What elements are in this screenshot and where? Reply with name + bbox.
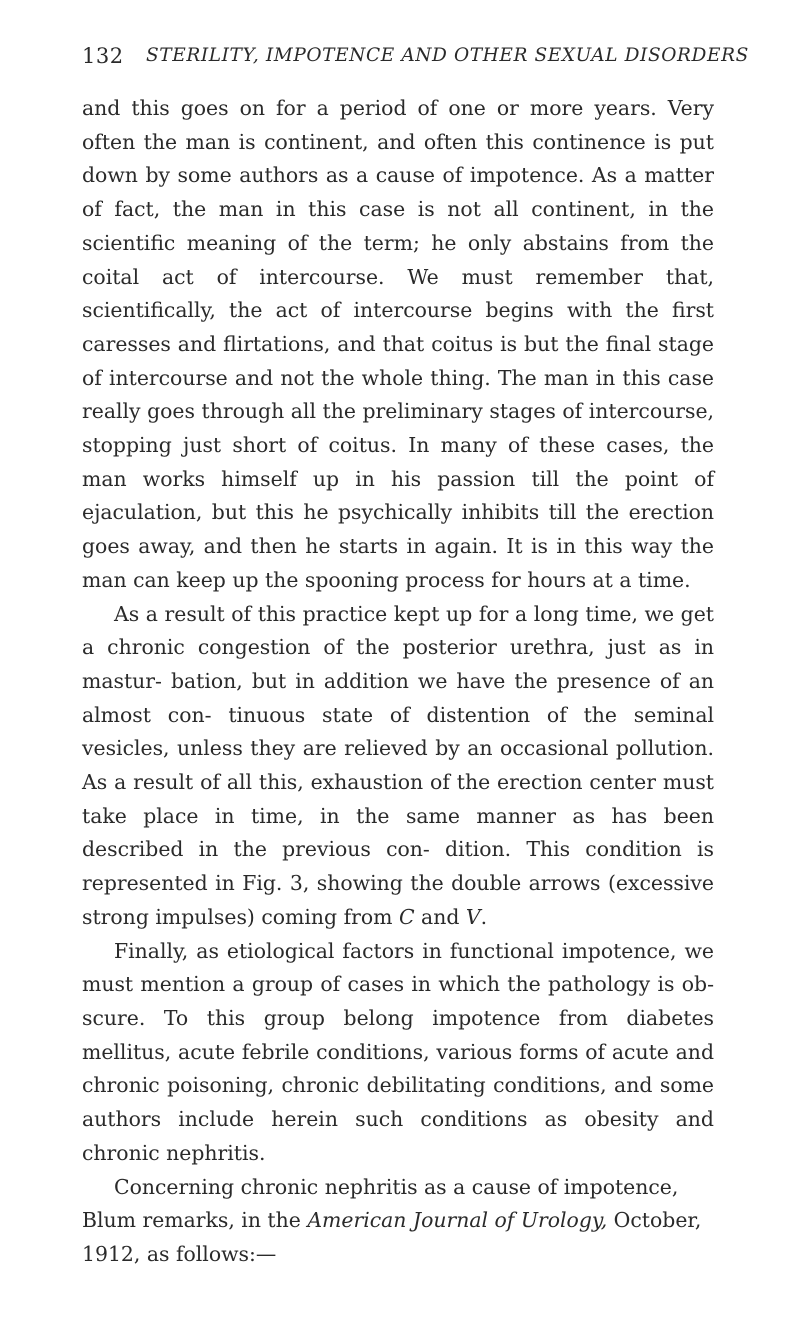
page-number: 132 — [82, 44, 124, 68]
paragraph-2-italic-v: V — [465, 904, 481, 929]
paragraph-3-text: Finally, as etiological factors in functional impotence, we must mention a group of cases in which the pathology is ob- scure. To this group belong impotence from diabetes mellitus, acute febrile conditions, various forms of acute and chronic poisoning, chronic debilitating conditions, and some authors include herein such conditions as obesity and chronic nephritis. — [82, 938, 714, 1165]
paragraph-4 — [82, 1171, 714, 1272]
page-header — [82, 44, 749, 80]
paragraph-2-text-before: As a result of this practice kept up for a long time, we get a chronic congestion of the posterior urethra, just as in mastur- bation, but in addition we have the presence of an almost con- tinuous state of distention of the seminal vesicles, unless they are relieved by an occasional pollution. As a result of all this, exhaustion of the erection center must take place in time, in the same manner as has been described in the previous con- dition. This condition is represented in Fig. 3, showing the double arrows (excessive strong impulses) coming from — [82, 601, 714, 929]
paragraph-4-text-before: Concerning chronic nephritis as a cause of impotence, Blum remarks, in the — [82, 1174, 679, 1233]
paragraph-2-italic-c: C — [398, 904, 415, 929]
paragraph-3 — [82, 935, 714, 1171]
paragraph-1-text: and this goes on for a period of one or more years. Very often the man is continent, and often this continence is put down by some authors as a cause of impotence. As a matter of fact, the man in this case is not all continent, in the scientific meaning of the term; he only abstains from the coital act of intercourse. We must remember that, scientifically, the act of intercourse begins with the first caresses and flirtations, and that coitus is but the final stage of intercourse and not the whole thing. The man in this case really goes through all the preliminary stages of intercourse, stopping just short of coitus. In many of these cases, the man works himself up in his passion till the point of ejaculation, but this he psychically inhibits till the erection goes away, and then he starts in again. It is in this way the man can keep up the spooning process for hours at a time. — [82, 96, 714, 592]
paragraph-2-text-middle: and — [414, 904, 466, 929]
paragraph-2 — [82, 598, 714, 935]
paragraph-2-text-after: . — [480, 904, 488, 929]
paragraph-1 — [82, 92, 714, 598]
journal-title: American Journal of Urology, — [307, 1208, 608, 1233]
body-text — [82, 92, 714, 1272]
running-head: STERILITY, IMPOTENCE AND OTHER SEXUAL DISORDERS — [146, 45, 749, 66]
paragraph-4-text-after: October, 1912, as follows:— — [82, 1208, 702, 1266]
